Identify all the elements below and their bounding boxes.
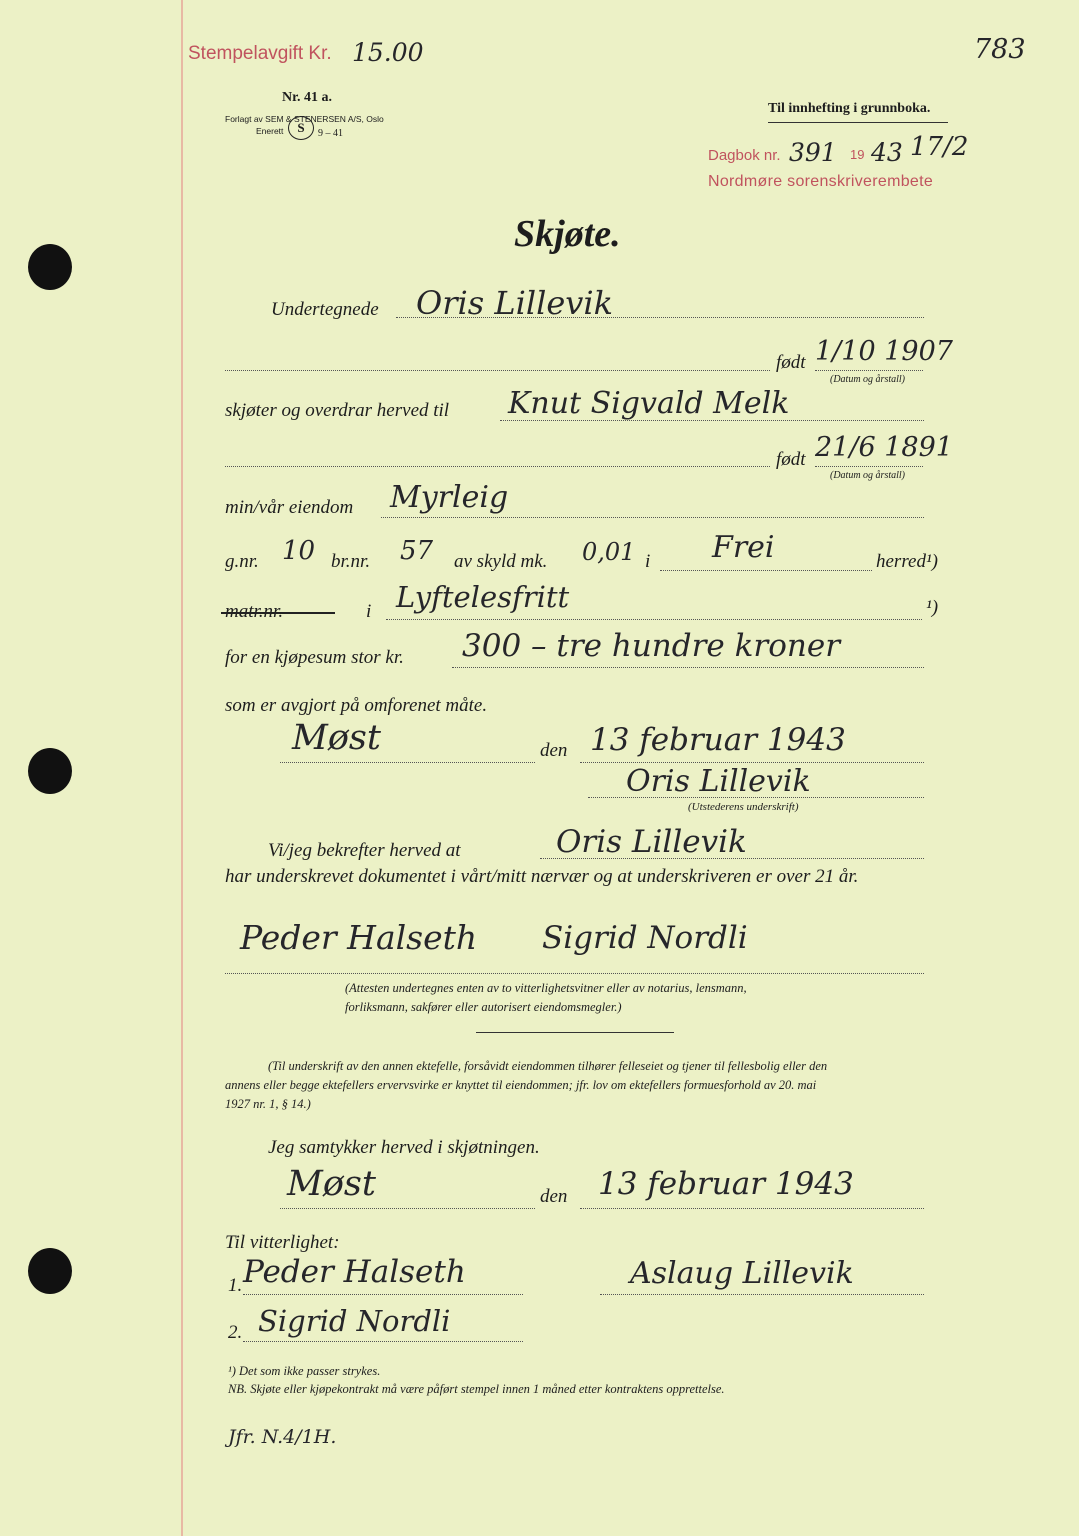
witness-number-2: 2. xyxy=(228,1322,243,1343)
skyld-label: av skyld mk. xyxy=(454,551,548,572)
herred-label: herred¹) xyxy=(876,551,938,572)
journal-label: Dagbok nr. xyxy=(708,147,781,164)
journal-year-prefix: 19 xyxy=(850,147,865,162)
matr-in-label: i xyxy=(366,601,372,622)
separator-rule xyxy=(476,1032,674,1033)
spouse-signature: Aslaug Lillevik xyxy=(630,1256,854,1291)
witness-statement-line xyxy=(540,858,924,859)
property-label: min/vår eiendom xyxy=(225,497,354,518)
matr-label: matr.nr. xyxy=(225,601,284,622)
office-stamp: Nordmøre sorenskriverembete xyxy=(708,173,934,190)
footnote-2: NB. Skjøte eller kjøpekontrakt må være påført stempel innen 1 måned etter kontraktens opprettelse. xyxy=(228,1382,725,1396)
witness-statement-name: Oris Lillevik xyxy=(556,824,747,860)
herred-value: Frei xyxy=(712,530,775,565)
publisher-line: Forlagt av SEM & STENERSEN A/S, Oslo xyxy=(225,114,384,124)
matr-line xyxy=(386,619,922,620)
grantor-extra-line xyxy=(225,370,770,371)
punch-hole-bottom xyxy=(28,1248,72,1294)
transferee-born-line xyxy=(815,466,923,467)
consent-text: Jeg samtykker herved i skjøtningen. xyxy=(268,1137,540,1158)
transfer-extra-line xyxy=(225,466,770,467)
journal-number: 391 xyxy=(789,138,837,167)
stamp-duty-amount: 15.00 xyxy=(352,38,424,67)
transferee-date-hint: (Datum og årstall) xyxy=(830,470,905,481)
gnr-value: 10 xyxy=(282,536,316,566)
binding-note-underline xyxy=(768,122,948,123)
grantor-born-line xyxy=(815,370,923,371)
punch-hole-middle xyxy=(28,748,72,794)
skyld-value: 0,01 xyxy=(582,538,636,566)
brnr-value: 57 xyxy=(400,536,434,566)
price-value: 300 – tre hundre kroner xyxy=(462,628,841,664)
attest-note-1: (Attesten undertegnes enten av to vitterlighetsvitner eller av notarius, lensmann, xyxy=(345,981,747,995)
spouse-signature-line xyxy=(600,1294,924,1295)
signing-date: 13 februar 1943 xyxy=(590,722,846,758)
signature-line xyxy=(588,797,924,798)
consent-date-line xyxy=(580,1208,924,1209)
consent-place-line xyxy=(280,1208,535,1209)
grantor-date-hint: (Datum og årstall) xyxy=(830,374,905,385)
grantor-signature: Oris Lillevik xyxy=(626,764,811,799)
grantor-born-date: 1/10 1907 xyxy=(815,336,953,367)
signing-place-line xyxy=(280,762,535,763)
transferee-born-date: 21/6 1891 xyxy=(815,432,953,463)
journal-year: 43 xyxy=(871,138,903,167)
document-title: Skjøte. xyxy=(514,213,621,255)
consent-witness-2-line xyxy=(243,1341,523,1342)
transferee-born-label: født xyxy=(776,449,806,470)
signing-date-line xyxy=(580,762,924,763)
margin-note: Jfr. N.4/1H. xyxy=(228,1426,337,1448)
grantor-born-label: født xyxy=(776,352,806,373)
publisher-date: 9 – 41 xyxy=(318,128,343,139)
witness-signature-line xyxy=(225,973,924,974)
spouse-note-1: (Til underskrift av den annen ektefelle, forsåvidt eiendommen tilhører felleseiet og tjener til fellesbolig eller den xyxy=(268,1059,828,1073)
witness-label: Til vitterlighet: xyxy=(225,1232,340,1253)
witness-signature-1: Peder Halseth xyxy=(240,918,478,957)
witness-number-1: 1. xyxy=(228,1275,243,1296)
herred-line xyxy=(660,570,872,571)
gnr-label: g.nr. xyxy=(225,551,259,572)
spouse-note-2: annens eller begge ektefellers ervervsvirke er knyttet til eiendommen; jfr. lov om ektefellers formuesforhold av 20. mai xyxy=(225,1078,817,1092)
transfer-label: skjøter og overdrar herved til xyxy=(225,400,450,421)
property-name: Myrleig xyxy=(390,480,509,515)
matr-footnote-mark: ¹) xyxy=(926,597,939,618)
signing-den-label: den xyxy=(540,740,568,761)
form-number: Nr. 41 a. xyxy=(282,90,333,105)
consent-den-label: den xyxy=(540,1186,568,1207)
price-label: for en kjøpesum stor kr. xyxy=(225,647,404,668)
matr-strikethrough xyxy=(221,612,335,614)
transferee-name: Knut Sigvald Melk xyxy=(508,386,790,421)
grantor-name: Oris Lillevik xyxy=(416,284,613,322)
consent-witness-1: Peder Halseth xyxy=(243,1254,466,1290)
punch-hole-top xyxy=(28,244,72,290)
signing-place: Møst xyxy=(292,718,381,758)
signature-hint: (Utstederens underskrift) xyxy=(688,801,799,813)
stamp-duty-label: Stempelavgift Kr. xyxy=(188,43,332,64)
page-number: 783 xyxy=(974,34,1026,65)
binding-note: Til innhefting i grunnboka. xyxy=(768,101,931,116)
publisher-rights: Enerett xyxy=(256,126,284,136)
consent-witness-1-line xyxy=(243,1294,523,1295)
property-line xyxy=(381,517,924,518)
footnote-1: ¹) Det som ikke passer strykes. xyxy=(228,1364,381,1378)
margin-rule xyxy=(181,0,183,1536)
witness-signature-2: Sigrid Nordli xyxy=(542,920,748,956)
grantor-label: Undertegnede xyxy=(271,299,379,320)
witness-statement-label: Vi/jeg bekrefter herved at xyxy=(268,840,461,861)
attest-note-2: forliksmann, sakfører eller autorisert eiendomsmegler.) xyxy=(345,1000,622,1014)
price-settled: som er avgjort på omforenet måte. xyxy=(225,695,488,716)
consent-witness-2: Sigrid Nordli xyxy=(258,1304,451,1338)
publisher-logo-s: S xyxy=(288,116,314,140)
brnr-label: br.nr. xyxy=(331,551,371,572)
price-line xyxy=(452,667,924,668)
spouse-note-3: 1927 nr. 1, § 14.) xyxy=(225,1097,311,1111)
matr-value: Lyftelesfritt xyxy=(396,580,570,614)
consent-place: Møst xyxy=(287,1164,376,1204)
herred-in-label: i xyxy=(645,551,651,572)
witness-statement-text: har underskrevet dokumentet i vårt/mitt nærvær og at underskriveren er over 21 år. xyxy=(225,866,859,887)
journal-date: 17/2 xyxy=(910,132,969,162)
consent-date: 13 februar 1943 xyxy=(598,1166,854,1202)
